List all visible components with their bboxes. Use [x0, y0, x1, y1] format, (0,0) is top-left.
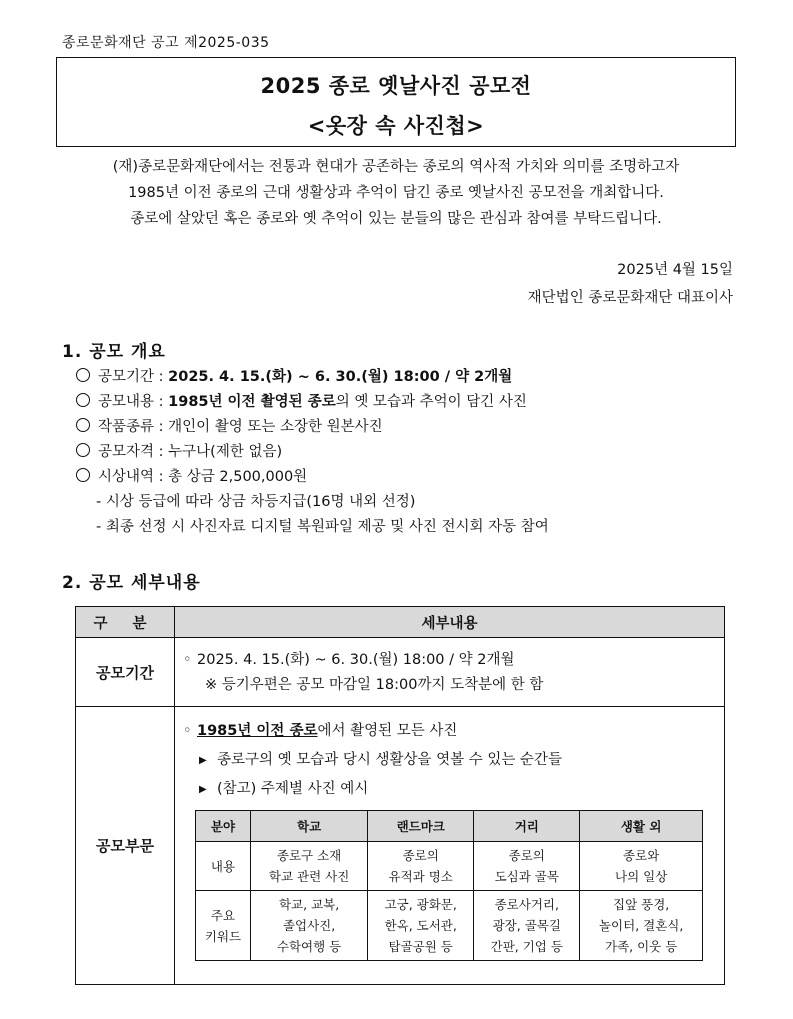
- inner-header: 랜드마크: [368, 811, 474, 842]
- intro-line: (재)종로문화재단에서는 전통과 현대가 공존하는 종로의 역사적 가치와 의미를 조명하고자: [112, 159, 680, 175]
- list-item: 시상내역 : 총 상금 2,500,000원: [76, 465, 549, 490]
- category-cell: ◦ 1985년 이전 종로에서 촬영된 모든 사진 ▶ 종로구의 옛 모습과 당시 생활상을 엿볼 수 있는 순간들 ▶ (참고) 주제별 사진 예시 분야 학교 랜드마크 거리 생활 외 내용 종로구 소재 학교 관련 사진 종로의 유적과 명소 종로의 도심과 골목 종로와 나의 일상 주요 키워드 학교, 교복, 졸업사진, 수학여행 등 고궁, 광화문, 한옥, 도서관, 탑골공원 등 종로사거리, 광장, 골목길 간판, 기업 등 집앞 풍경, 놀이터, 결혼식, 가족, 이웃 등: [175, 707, 725, 985]
- intro-paragraph: [56, 154, 736, 232]
- inner-row-label: 주요 키워드: [196, 891, 251, 961]
- page-title: 2025 종로 옛날사진 공모전: [260, 74, 532, 98]
- notice-number: 종로문화재단 공고 제2025-035: [62, 35, 270, 51]
- list-item: 공모내용 : 1985년 이전 촬영된 종로의 옛 모습과 추억이 담긴 사진: [76, 390, 549, 415]
- circle-bullet-icon: [76, 418, 90, 432]
- small-circle-bullet-icon: ◦: [183, 723, 192, 739]
- list-item: 작품종류 : 개인이 촬영 또는 소장한 원본사진: [76, 415, 549, 440]
- circle-bullet-icon: [76, 443, 90, 457]
- issuer-name: 재단법인 종로문화재단 대표이사: [527, 290, 733, 306]
- details-table: [75, 606, 725, 985]
- period-cell: ◦ 2025. 4. 15.(화) ~ 6. 30.(월) 18:00 / 약 2개월 ※ 등기우편은 공모 마감일 18:00까지 도착분에 한 함: [175, 638, 725, 707]
- period-note: ※ 등기우편은 공모 마감일 18:00까지 도착분에 한 함: [205, 677, 544, 693]
- sub-item: - 최종 선정 시 사진자료 디지털 복원파일 제공 및 사진 전시회 자동 참여: [96, 519, 549, 535]
- example-table: [195, 810, 703, 961]
- section-heading-details: 2. 공모 세부내용: [62, 573, 201, 593]
- title-box: [56, 57, 736, 147]
- list-item: 공모자격 : 누구나(제한 없음): [76, 440, 549, 465]
- list-item: 공모기간 : 2025. 4. 15.(화) ~ 6. 30.(월) 18:00 / 약 2개월: [76, 365, 549, 390]
- small-circle-bullet-icon: ◦: [183, 652, 192, 668]
- intro-line: 1985년 이전 종로의 근대 생활상과 추억이 담긴 종로 옛날사진 공모전을 개최합니다.: [128, 185, 664, 201]
- triangle-bullet-icon: ▶: [199, 755, 207, 766]
- table-cell: 집앞 풍경, 놀이터, 결혼식, 가족, 이웃 등: [580, 891, 703, 961]
- inner-header: 분야: [196, 811, 251, 842]
- table-row: [196, 842, 703, 891]
- inner-header: 거리: [474, 811, 580, 842]
- table-header: 구 분: [76, 607, 175, 638]
- table-cell: 학교, 교복, 졸업사진, 수학여행 등: [251, 891, 368, 961]
- row-label: 공모기간: [76, 638, 175, 707]
- circle-bullet-icon: [76, 468, 90, 482]
- table-cell: 고궁, 광화문, 한옥, 도서관, 탑골공원 등: [368, 891, 474, 961]
- table-cell: 종로구 소재 학교 관련 사진: [251, 842, 368, 891]
- triangle-bullet-icon: ▶: [199, 784, 207, 795]
- inner-header: 학교: [251, 811, 368, 842]
- table-cell: 종로의 도심과 골목: [474, 842, 580, 891]
- table-cell: 종로와 나의 일상: [580, 842, 703, 891]
- table-row: [196, 891, 703, 961]
- sub-item: - 시상 등급에 따라 상금 차등지급(16명 내외 선정): [96, 494, 416, 510]
- intro-line: 종로에 살았던 혹은 종로와 옛 추억이 있는 분들의 많은 관심과 참여를 부탁드립니다.: [130, 211, 662, 227]
- table-cell: 종로사거리, 광장, 골목길 간판, 기업 등: [474, 891, 580, 961]
- circle-bullet-icon: [76, 368, 90, 382]
- issue-date: 2025년 4월 15일: [617, 262, 733, 278]
- signature-block: [528, 256, 733, 312]
- circle-bullet-icon: [76, 393, 90, 407]
- inner-header: 생활 외: [580, 811, 703, 842]
- page-subtitle: <옷장 속 사진첩>: [307, 114, 485, 138]
- inner-row-label: 내용: [196, 842, 251, 891]
- row-label: 공모부문: [76, 707, 175, 985]
- overview-list: [76, 365, 549, 540]
- section-heading-overview: 1. 공모 개요: [62, 342, 166, 362]
- table-cell: 종로의 유적과 명소: [368, 842, 474, 891]
- table-header: 세부내용: [175, 607, 725, 638]
